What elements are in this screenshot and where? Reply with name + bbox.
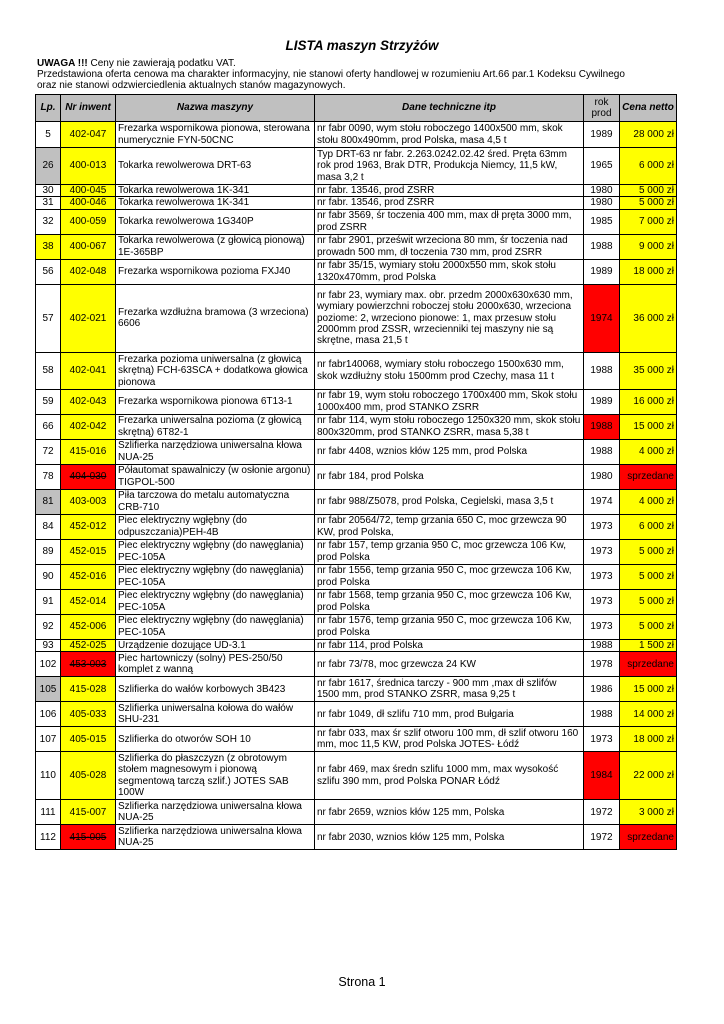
header-lp: Lp.: [36, 95, 61, 122]
year-cell: 1973: [584, 564, 620, 589]
price-cell: 35 000 zł: [620, 352, 677, 389]
machine-name-cell: Frezarka pozioma uniwersalna (z głowicą skrętną) FCH-63SCA + dodatkowa głowica pionowa: [116, 352, 315, 389]
technical-data-cell: nr fabr. 13546, prod ZSRR: [315, 197, 584, 209]
lp-cell: 78: [36, 464, 61, 489]
machine-name-cell: Frezarka wspornikowa pozioma FXJ40: [116, 259, 315, 284]
inventory-number-cell: 452-025: [61, 639, 116, 651]
machine-name-cell: Szlifierka narzędziowa uniwersalna kłowa NUA-25: [116, 439, 315, 464]
table-row: [36, 702, 677, 727]
table-row: [36, 122, 677, 148]
table-row: [36, 414, 677, 439]
machine-name-cell: Półautomat spawalniczy (w osłonie argonu) TIGPOL-500: [116, 464, 315, 489]
technical-data-cell: nr fabr. 13546, prod ZSRR: [315, 185, 584, 197]
price-cell: 5 000 zł: [620, 185, 677, 197]
lp-cell: 32: [36, 209, 61, 234]
table-row: [36, 614, 677, 639]
lp-cell: 106: [36, 702, 61, 727]
lp-cell: 58: [36, 352, 61, 389]
machine-name-cell: Piec elektryczny wgłębny (do nawęglania) PEC-105A: [116, 589, 315, 614]
inventory-number-cell: 452-015: [61, 539, 116, 564]
machine-name-cell: Szlifierka narzędziowa uniwersalna kłowa NUA-25: [116, 825, 315, 850]
notice: [37, 58, 687, 92]
price-cell: 5 000 zł: [620, 589, 677, 614]
price-cell: 6 000 zł: [620, 148, 677, 185]
page-number: Strona 1: [338, 975, 386, 989]
machine-name-cell: Urządzenie dozujące UD-3.1: [116, 639, 315, 651]
price-cell: 18 000 zł: [620, 259, 677, 284]
lp-cell: 111: [36, 800, 61, 825]
inventory-number-cell: 402-043: [61, 389, 116, 414]
inventory-number-cell: 405-028: [61, 752, 116, 800]
technical-data-cell: nr fabr 35/15, wymiary stołu 2000x550 mm, skok stołu 1320x470mm, prod Polska: [315, 259, 584, 284]
inventory-number-cell: 415-005: [61, 825, 116, 850]
technical-data-cell: nr fabr 4408, wznios kłów 125 mm, prod Polska: [315, 439, 584, 464]
price-cell: sprzedane: [620, 652, 677, 677]
machine-name-cell: Piec hartowniczy (solny) PES-250/50 komplet z wanną: [116, 652, 315, 677]
year-cell: 1986: [584, 677, 620, 702]
price-cell: sprzedane: [620, 464, 677, 489]
year-cell: 1973: [584, 539, 620, 564]
lp-cell: 91: [36, 589, 61, 614]
year-cell: 1988: [584, 352, 620, 389]
inventory-number-cell: 400-046: [61, 197, 116, 209]
table-row: [36, 234, 677, 259]
technical-data-cell: nr fabr 033, max śr szlif otworu 100 mm, dł szlif otworu 160 mm, moc 11,5 KW, prod Polska JOTES- Łódź: [315, 727, 584, 752]
price-cell: 22 000 zł: [620, 752, 677, 800]
table-row: [36, 389, 677, 414]
table-row: [36, 259, 677, 284]
table-row: [36, 539, 677, 564]
price-cell: 1 500 zł: [620, 639, 677, 651]
table-row: [36, 652, 677, 677]
price-cell: 18 000 zł: [620, 727, 677, 752]
lp-cell: 92: [36, 614, 61, 639]
machine-name-cell: Tokarka rewolwerowa 1G340P: [116, 209, 315, 234]
machine-name-cell: Frezarka wspornikowa pionowa, sterowana numerycznie FYN-50CNC: [116, 122, 315, 148]
year-cell: 1988: [584, 702, 620, 727]
technical-data-cell: nr fabr 157, temp grzania 950 C, moc grzewcza 106 Kw, prod Polska: [315, 539, 584, 564]
price-cell: 4 000 zł: [620, 489, 677, 514]
warning-text: Ceny nie zawierają podatku VAT.: [87, 58, 236, 69]
price-cell: 3 000 zł: [620, 800, 677, 825]
table-row: [36, 489, 677, 514]
machines-table: [35, 94, 677, 850]
year-cell: 1972: [584, 825, 620, 850]
year-cell: 1980: [584, 197, 620, 209]
lp-cell: 57: [36, 284, 61, 352]
notice-line-2: Przedstawiona oferta cenowa ma charakter informacyjny, nie stanowi oferty handlowej w rozumieniu Art.66 par.1 Kodeksu Cywilnego: [37, 69, 625, 81]
notice-line-3: oraz nie stanowi odzwierciedlenia aktualnych stanów magazynowych.: [37, 80, 346, 92]
lp-cell: 93: [36, 639, 61, 651]
lp-cell: 81: [36, 489, 61, 514]
table-row: [36, 439, 677, 464]
lp-cell: 84: [36, 514, 61, 539]
inventory-number-cell: 452-006: [61, 614, 116, 639]
technical-data-cell: nr fabr 19, wym stołu roboczego 1700x400 mm, Skok stołu 1000x400 mm, prod STANKO ZSRR: [315, 389, 584, 414]
year-cell: 1978: [584, 652, 620, 677]
lp-cell: 59: [36, 389, 61, 414]
inventory-number-cell: 415-016: [61, 439, 116, 464]
table-row: [36, 209, 677, 234]
machine-name-cell: Piec elektryczny wgłębny (do nawęglania) PEC-105A: [116, 564, 315, 589]
lp-cell: 5: [36, 122, 61, 148]
price-cell: 15 000 zł: [620, 677, 677, 702]
inventory-number-cell: 452-016: [61, 564, 116, 589]
technical-data-cell: nr fabr 2901, prześwit wrzeciona 80 mm, śr toczenia nad prowadn 500 mm, dł toczenia 730 mm, prod ZSRR: [315, 234, 584, 259]
technical-data-cell: nr fabr 73/78, moc grzewcza 24 KW: [315, 652, 584, 677]
technical-data-cell: nr fabr 1568, temp grzania 950 C, moc grzewcza 106 Kw, prod Polska: [315, 589, 584, 614]
price-cell: 15 000 zł: [620, 414, 677, 439]
lp-cell: 66: [36, 414, 61, 439]
technical-data-cell: nr fabr 469, max średn szlifu 1000 mm, max wysokość szlifu 390 mm, prod Polska PONAR Łódź: [315, 752, 584, 800]
table-row: [36, 464, 677, 489]
machine-name-cell: Szlifierka uniwersalna kołowa do wałów SHU-231: [116, 702, 315, 727]
technical-data-cell: nr fabr 1556, temp grzania 950 C, moc grzewcza 106 Kw, prod Polska: [315, 564, 584, 589]
technical-data-cell: nr fabr 2030, wznios kłów 125 mm, Polska: [315, 825, 584, 850]
technical-data-cell: nr fabr 23, wymiary max. obr. przedm 2000x630x630 mm, wymiary powierzchni roboczej stołu 2000x630, wrzeciona poziome: 2, wrzeciono pionowe: 1, max przesuw stołu 2000mm prod ZSSR, wrzecienniki tej maszyny nie są skrętne, masa 21,5 t: [315, 284, 584, 352]
price-cell: 28 000 zł: [620, 122, 677, 148]
year-cell: 1988: [584, 639, 620, 651]
header-name: Nazwa maszyny: [116, 95, 315, 122]
price-cell: 36 000 zł: [620, 284, 677, 352]
price-cell: 9 000 zł: [620, 234, 677, 259]
machine-name-cell: Piec elektryczny wgłębny (do nawęglania) PEC-105A: [116, 614, 315, 639]
machine-name-cell: Szlifierka do wałów korbowych 3B423: [116, 677, 315, 702]
table-row: [36, 352, 677, 389]
technical-data-cell: nr fabr140068, wymiary stołu roboczego 1500x630 mm, skok wzdłużny stołu 1500mm prod Czechy, masa 11 t: [315, 352, 584, 389]
table-row: [36, 197, 677, 209]
lp-cell: 38: [36, 234, 61, 259]
table-header-row: [36, 95, 677, 122]
machine-name-cell: Piec elektryczny wgłębny (do odpuszczania)PEH-4B: [116, 514, 315, 539]
table-row: [36, 284, 677, 352]
year-cell: 1989: [584, 259, 620, 284]
year-cell: 1980: [584, 185, 620, 197]
year-cell: 1988: [584, 439, 620, 464]
header-year: rok prod: [584, 95, 620, 122]
technical-data-cell: nr fabr 20564/72, temp grzania 650 C, moc grzewcza 90 KW, prod Polska,: [315, 514, 584, 539]
year-cell: 1973: [584, 589, 620, 614]
table-row: [36, 148, 677, 185]
year-cell: 1988: [584, 414, 620, 439]
technical-data-cell: nr fabr 114, wym stołu roboczego 1250x320 mm, skok stołu 800x320mm, prod STANKO ZSRR, masa 5,38 t: [315, 414, 584, 439]
lp-cell: 90: [36, 564, 61, 589]
machine-name-cell: Piec elektryczny wgłębny (do nawęglania) PEC-105A: [116, 539, 315, 564]
year-cell: 1984: [584, 752, 620, 800]
price-cell: 16 000 zł: [620, 389, 677, 414]
machine-name-cell: Szlifierka do otworów SOH 10: [116, 727, 315, 752]
inventory-number-cell: 405-033: [61, 702, 116, 727]
inventory-number-cell: 404-030: [61, 464, 116, 489]
year-cell: 1974: [584, 489, 620, 514]
technical-data-cell: nr fabr 1049, dł szlifu 710 mm, prod Bułgaria: [315, 702, 584, 727]
technical-data-cell: nr fabr 3569, śr toczenia 400 mm, max dł pręta 3000 mm, prod ZSRR: [315, 209, 584, 234]
year-cell: 1989: [584, 122, 620, 148]
price-cell: sprzedane: [620, 825, 677, 850]
table-row: [36, 727, 677, 752]
inventory-number-cell: 415-028: [61, 677, 116, 702]
header-tech: Dane techniczne itp: [315, 95, 584, 122]
machine-name-cell: Tokarka rewolwerowa 1K-341: [116, 197, 315, 209]
year-cell: 1972: [584, 800, 620, 825]
lp-cell: 105: [36, 677, 61, 702]
price-cell: 4 000 zł: [620, 439, 677, 464]
page-title: LISTA maszyn Strzyżów: [285, 38, 439, 53]
year-cell: 1973: [584, 614, 620, 639]
price-cell: 6 000 zł: [620, 514, 677, 539]
table-row: [36, 589, 677, 614]
year-cell: 1973: [584, 727, 620, 752]
inventory-number-cell: 400-013: [61, 148, 116, 185]
year-cell: 1974: [584, 284, 620, 352]
machine-name-cell: Tokarka rewolwerowa DRT-63: [116, 148, 315, 185]
header-price: Cena netto: [620, 95, 677, 122]
inventory-number-cell: 415-007: [61, 800, 116, 825]
technical-data-cell: nr fabr 0090, wym stołu roboczego 1400x500 mm, skok stołu 800x490mm, prod Polska, masa 4,5 t: [315, 122, 584, 148]
lp-cell: 31: [36, 197, 61, 209]
header-nr: Nr inwent: [61, 95, 116, 122]
year-cell: 1980: [584, 464, 620, 489]
table-row: [36, 185, 677, 197]
price-cell: 5 000 zł: [620, 564, 677, 589]
technical-data-cell: nr fabr 114, prod Polska: [315, 639, 584, 651]
inventory-number-cell: 405-015: [61, 727, 116, 752]
technical-data-cell: nr fabr 988/Z5078, prod Polska, Cegielski, masa 3,5 t: [315, 489, 584, 514]
inventory-number-cell: 400-067: [61, 234, 116, 259]
inventory-number-cell: 400-045: [61, 185, 116, 197]
lp-cell: 89: [36, 539, 61, 564]
lp-cell: 112: [36, 825, 61, 850]
table-row: [36, 800, 677, 825]
lp-cell: 107: [36, 727, 61, 752]
technical-data-cell: Typ DRT-63 nr fabr. 2.263.0242.02.42 śred. Pręta 63mm rok prod 1963, Brak DTR, Produkcja Niemcy, 11,5 kW, masa 3,2 t: [315, 148, 584, 185]
table-row: [36, 752, 677, 800]
lp-cell: 56: [36, 259, 61, 284]
table-row: [36, 677, 677, 702]
inventory-number-cell: 402-047: [61, 122, 116, 148]
machine-name-cell: Frezarka wspornikowa pionowa 6T13-1: [116, 389, 315, 414]
machine-name-cell: Frezarka uniwersalna pozioma (z głowicą skrętną) 6T82-1: [116, 414, 315, 439]
year-cell: 1985: [584, 209, 620, 234]
inventory-number-cell: 452-012: [61, 514, 116, 539]
machine-name-cell: Piła tarczowa do metalu automatyczna CRB-710: [116, 489, 315, 514]
lp-cell: 26: [36, 148, 61, 185]
lp-cell: 72: [36, 439, 61, 464]
table-row: [36, 825, 677, 850]
inventory-number-cell: 452-014: [61, 589, 116, 614]
year-cell: 1965: [584, 148, 620, 185]
technical-data-cell: nr fabr 2659, wznios kłów 125 mm, Polska: [315, 800, 584, 825]
inventory-number-cell: 453-003: [61, 652, 116, 677]
price-cell: 5 000 zł: [620, 539, 677, 564]
inventory-number-cell: 402-021: [61, 284, 116, 352]
price-cell: 7 000 zł: [620, 209, 677, 234]
machine-name-cell: Frezarka wzdłużna bramowa (3 wrzeciona) 6606: [116, 284, 315, 352]
lp-cell: 30: [36, 185, 61, 197]
price-cell: 14 000 zł: [620, 702, 677, 727]
technical-data-cell: nr fabr 1576, temp grzania 950 C, moc grzewcza 106 Kw, prod Polska: [315, 614, 584, 639]
year-cell: 1973: [584, 514, 620, 539]
year-cell: 1989: [584, 389, 620, 414]
inventory-number-cell: 402-042: [61, 414, 116, 439]
machine-name-cell: Szlifierka narzędziowa uniwersalna kłowa NUA-25: [116, 800, 315, 825]
price-cell: 5 000 zł: [620, 197, 677, 209]
technical-data-cell: nr fabr 1617, średnica tarczy - 900 mm ,max dł szlifów 1500 mm, prod STANKO ZSRR, masa 9,25 t: [315, 677, 584, 702]
inventory-number-cell: 402-048: [61, 259, 116, 284]
warning-label: UWAGA !!!: [37, 58, 88, 69]
table-row: [36, 514, 677, 539]
machine-name-cell: Szlifierka do płaszczyzn (z obrotowym stołem magnesowym i pionową segmentową tarczą szlif.) JOTES SAB 100W: [116, 752, 315, 800]
lp-cell: 102: [36, 652, 61, 677]
machine-name-cell: Tokarka rewolwerowa (z głowicą pionową) 1E-365BP: [116, 234, 315, 259]
price-cell: 5 000 zł: [620, 614, 677, 639]
year-cell: 1988: [584, 234, 620, 259]
machine-name-cell: Tokarka rewolwerowa 1K-341: [116, 185, 315, 197]
inventory-number-cell: 400-059: [61, 209, 116, 234]
technical-data-cell: nr fabr 184, prod Polska: [315, 464, 584, 489]
table-row: [36, 564, 677, 589]
inventory-number-cell: 402-041: [61, 352, 116, 389]
table-row: [36, 639, 677, 651]
inventory-number-cell: 403-003: [61, 489, 116, 514]
lp-cell: 110: [36, 752, 61, 800]
